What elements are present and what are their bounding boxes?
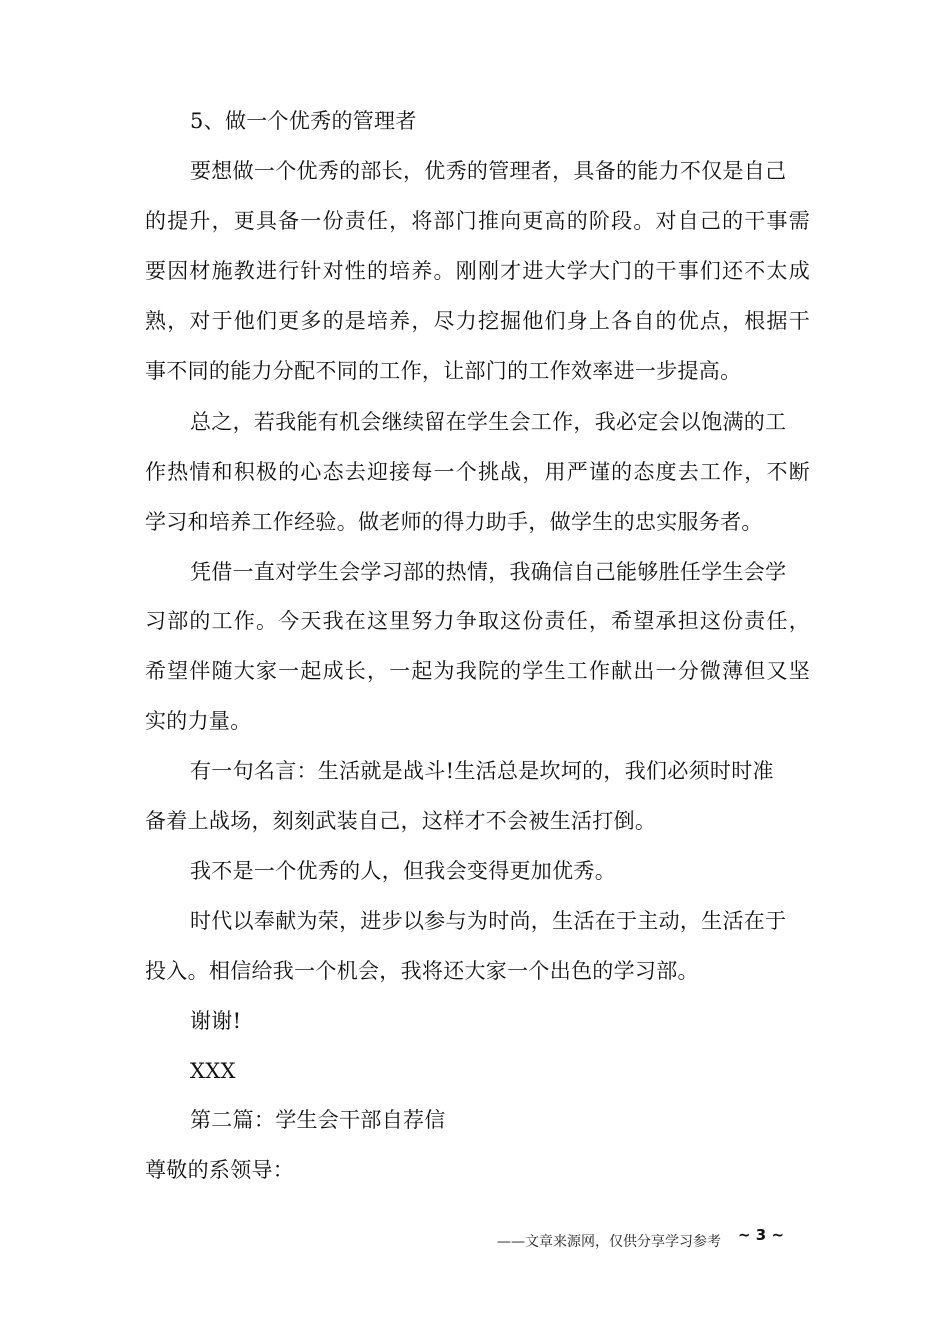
paragraph-line: 凭借一直对学生会学习部的热情，我确信自己能够胜任学生会学: [190, 560, 787, 584]
paragraph-line: 事不同的能力分配不同的工作，让部门的工作效率进一步提高。: [145, 359, 742, 383]
paragraph-line: 要想做一个优秀的部长，优秀的管理者，具备的能力不仅是自己: [190, 159, 787, 183]
section-heading: 5、做一个优秀的管理者: [190, 109, 417, 133]
paragraph-line: 备着上战场，刻刻武装自己，这样才不会被生活打倒。: [145, 809, 657, 833]
paragraph-line: 希望伴随大家一起成长，一起为我院的学生工作献出一分微薄但又坚: [145, 659, 810, 683]
next-article-title: 第二篇：学生会干部自荐信: [190, 1108, 446, 1132]
paragraph-line: 实的力量。: [145, 709, 252, 733]
paragraph-line: 熟，对于他们更多的是培养，尽力挖掘他们身上各自的优点，根据干: [145, 309, 810, 333]
paragraph-line: 要因材施教进行针对性的培养。刚刚才进大学大门的干事们还不太成: [145, 259, 810, 283]
paragraph-line: 我不是一个优秀的人，但我会变得更加优秀。: [190, 859, 616, 883]
paragraph-line: 有一句名言：生活就是战斗!生活总是坎坷的，我们必须时时准: [190, 759, 774, 783]
paragraph-line: 投入。相信给我一个机会，我将还大家一个出色的学习部。: [145, 959, 699, 983]
paragraph-line: 作热情和积极的心态去迎接每一个挑战，用严谨的态度去工作，不断: [145, 460, 810, 484]
page-number: ~ 3 ~: [738, 1226, 785, 1244]
signature: XXX: [190, 1059, 236, 1083]
closing-thanks: 谢谢!: [190, 1009, 242, 1033]
paragraph-line: 学习和培养工作经验。做老师的得力助手，做学生的忠实服务者。: [145, 510, 763, 534]
salutation: 尊敬的系领导：: [145, 1158, 295, 1182]
paragraph-line: 总之，若我能有机会继续留在学生会工作，我必定会以饱满的工: [190, 410, 787, 434]
paragraph-line: 时代以奉献为荣，进步以参与为时尚，生活在于主动，生活在于: [190, 909, 787, 933]
paragraph-line: 习部的工作。今天我在这里努力争取这份责任，希望承担这份责任，: [145, 609, 810, 633]
paragraph-line: 的提升，更具备一份责任，将部门推向更高的阶段。对自己的干事需: [145, 209, 810, 233]
footer-source-note: ——文章来源网，仅供分享学习参考: [497, 1234, 721, 1250]
